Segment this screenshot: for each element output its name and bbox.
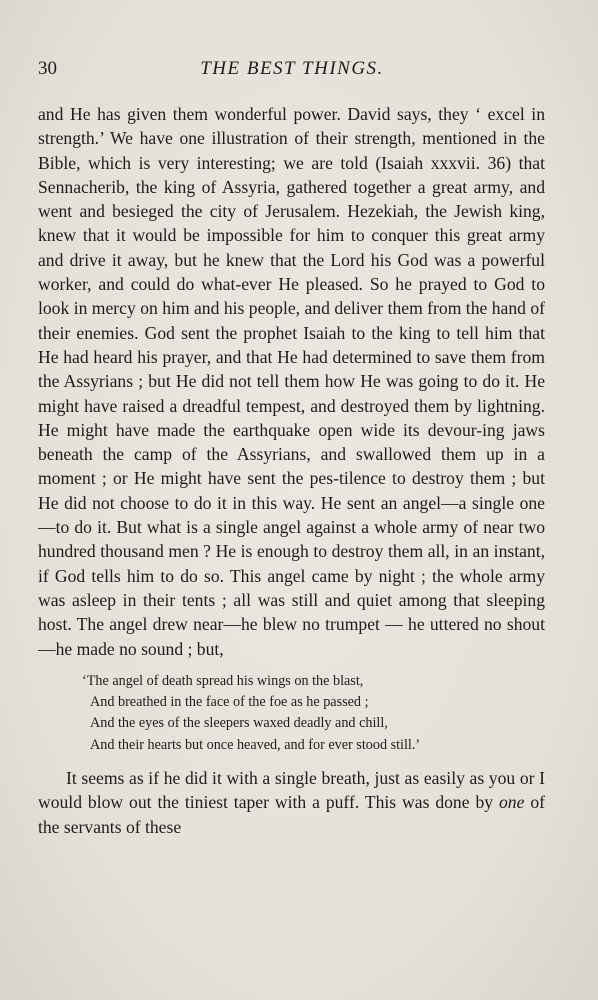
poem-line: And breathed in the face of the foe as he passed ; [90, 694, 369, 711]
closing-text-start: It seems as if he did it with a single breath, just as easily as you or I would blow out the tiniest taper with a puff. This was done by [38, 768, 545, 813]
closing-text-end: of the servants of these [38, 792, 545, 837]
poem-line: And the eyes of the sleepers waxed deadly and chill, [90, 715, 388, 732]
running-title: THE BEST THINGS. [200, 58, 384, 79]
emphasized-word: one [499, 792, 525, 813]
page-number: 30 [38, 58, 57, 79]
poem-line: And their hearts but once heaved, and for ever stood still.’ [90, 736, 421, 753]
page-header [38, 58, 546, 84]
paragraph: and He has given them wonderful power. David says, they ‘ excel in strength.’ We have one illustration of their strength, mentioned in the Bible, which is very interesting; we are told (Isaiah xxxvii. 36) that Sennacherib, the king of Assyria, gathered together a great army, and went and besieged the city of Jerusalem. Hezekiah, the Jewish king, knew that it would be impossible for him to conquer this great army and drive it away, but he knew that the Lord his God was a powerful worker, and could do what-ever He pleased. So he prayed to God to look in mercy on him and his people, and deliver them from the hand of their enemies. God sent the prophet Isaiah to the king to tell him that He had heard his prayer, and that He had determined to save them from the Assyrians ; but He did not tell them how He was going to do it. He might have raised a dreadful tempest, and destroyed them by lightning. He might have made the earthquake open wide its devour-ing jaws beneath the camp of the Assyrians, and swallowed them up in a moment ; or He might have sent the pes-tilence to destroy them ; but He did not choose to do it in this way. He sent an angel—a single one—to do it. But what is a single angel against a whole army of near two hundred thousand men ? He is enough to destroy them all, in an instant, if God tells him to do so. This angel came by night ; the whole army was asleep in their tents ; all was still and quiet among that sleeping host. The angel drew near—he blew no trumpet — he uttered no shout—he made no sound ; but, [38, 104, 545, 659]
poem-line: ‘The angel of death spread his wings on the blast, [82, 672, 364, 689]
poem-quote [66, 671, 545, 756]
body-text [38, 102, 545, 839]
closing-paragraph [38, 766, 545, 839]
